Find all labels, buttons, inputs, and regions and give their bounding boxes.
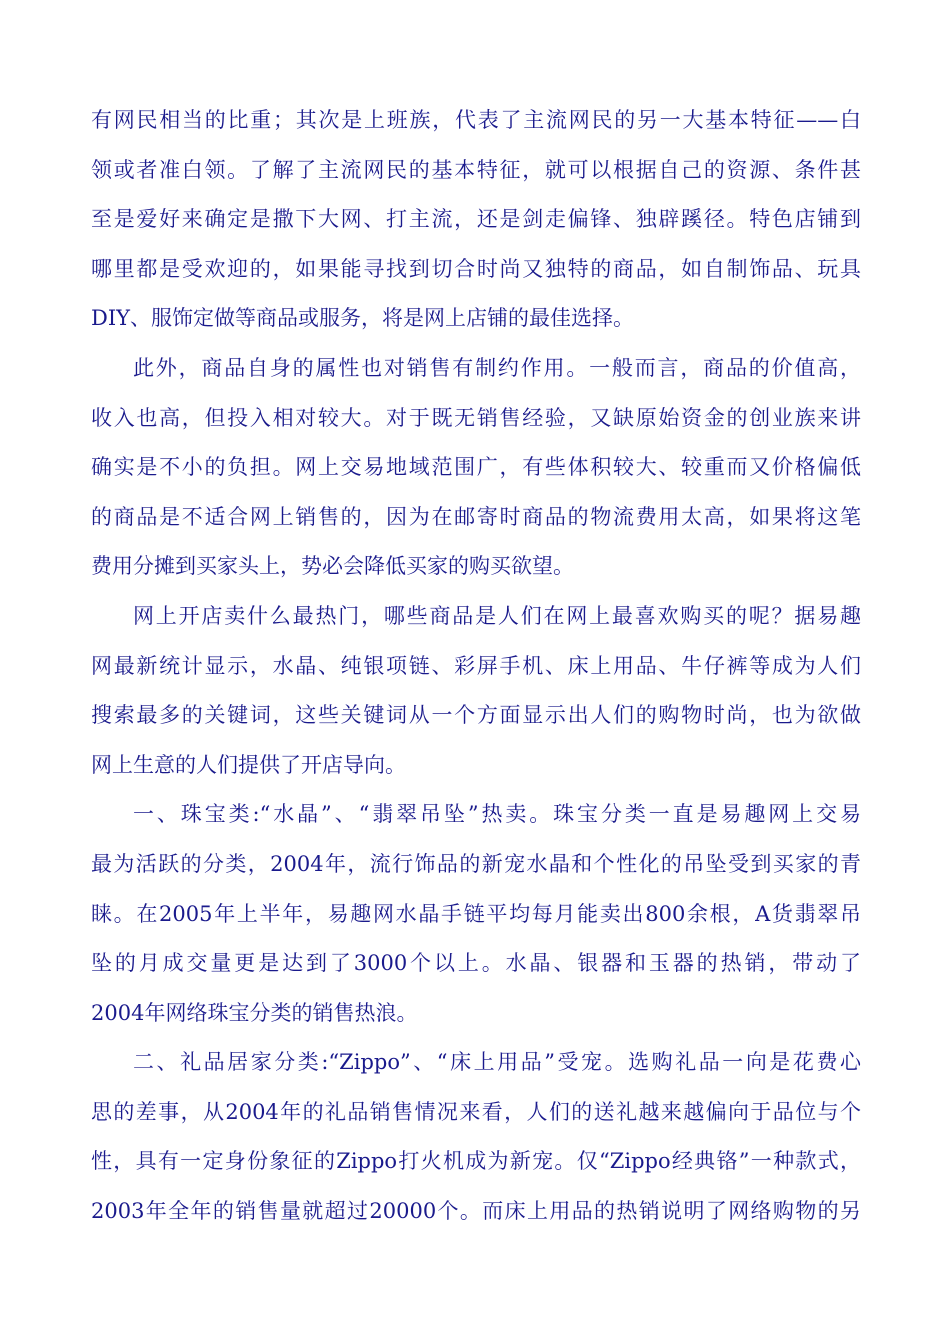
- text-line: 坠的月成交量更是达到了3000个以上。水晶、银器和玉器的热销，带动了: [91, 951, 861, 976]
- text-line: 费用分摊到买家头上，势必会降低买家的购买欲望。: [91, 554, 574, 579]
- text-line: 的商品是不适合网上销售的，因为在邮寄时商品的物流费用太高，如果将这笔: [91, 504, 861, 529]
- text-line: 哪里都是受欢迎的，如果能寻找到切合时尚又独特的商品，如自制饰品、玩具: [91, 256, 861, 281]
- text-line: 性，具有一定身份象征的Zippo打火机成为新宠。仅“Zippo经典铬”一种款式，: [91, 1149, 861, 1174]
- text-line: 至是爱好来确定是撒下大网、打主流，还是剑走偏锋、独辟蹊径。特色店铺到: [91, 207, 861, 232]
- paragraph-5: [91, 1038, 861, 1236]
- text-line: 收入也高，但投入相对较大。对于既无销售经验，又缺原始资金的创业族来讲: [91, 405, 861, 430]
- text-line: 一、珠宝类:“水晶”、“翡翠吊坠”热卖。珠宝分类一直是易趣网上交易: [133, 802, 861, 827]
- text-line: 2004年网络珠宝分类的销售热浪。: [91, 1000, 418, 1025]
- text-line: 搜索最多的关键词，这些关键词从一个方面显示出人们的购物时尚，也为欲做: [91, 703, 861, 728]
- paragraph-1: [91, 96, 861, 344]
- paragraph-3: [91, 592, 861, 790]
- text-line: 2003年全年的销售量就超过20000个。而床上用品的热销说明了网络购物的另: [91, 1199, 861, 1224]
- paragraph-4: [91, 790, 861, 1038]
- text-line: 网最新统计显示，水晶、纯银项链、彩屏手机、床上用品、牛仔裤等成为人们: [91, 653, 861, 678]
- text-line: 最为活跃的分类，2004年，流行饰品的新宠水晶和个性化的吊坠受到买家的青: [91, 851, 861, 876]
- document-page: [91, 96, 861, 1237]
- text-line: 有网民相当的比重；其次是上班族，代表了主流网民的另一大基本特征——白: [91, 108, 861, 132]
- text-line: DIY、服饰定做等商品或服务，将是网上店铺的最佳选择。: [91, 306, 634, 331]
- text-line: 领或者准白领。了解了主流网民的基本特征，就可以根据自己的资源、条件甚: [91, 157, 861, 182]
- text-line: 确实是不小的负担。网上交易地域范围广，有些体积较大、较重而又价格偏低: [91, 455, 861, 480]
- text-line: 网上生意的人们提供了开店导向。: [91, 752, 406, 777]
- text-line: 此外，商品自身的属性也对销售有制约作用。一般而言，商品的价值高，: [133, 355, 861, 380]
- text-line: 思的差事，从2004年的礼品销售情况来看，人们的送礼越来越偏向于品位与个: [91, 1099, 861, 1124]
- paragraph-2: [91, 344, 861, 592]
- text-line: 睐。在2005年上半年，易趣网水晶手链平均每月能卖出800余根，A货翡翠吊: [91, 901, 861, 926]
- text-line: 二、礼品居家分类:“Zippo”、“床上用品”受宠。选购礼品一向是花费心: [133, 1050, 861, 1075]
- text-line: 网上开店卖什么最热门，哪些商品是人们在网上最喜欢购买的呢？据易趣: [133, 603, 861, 628]
